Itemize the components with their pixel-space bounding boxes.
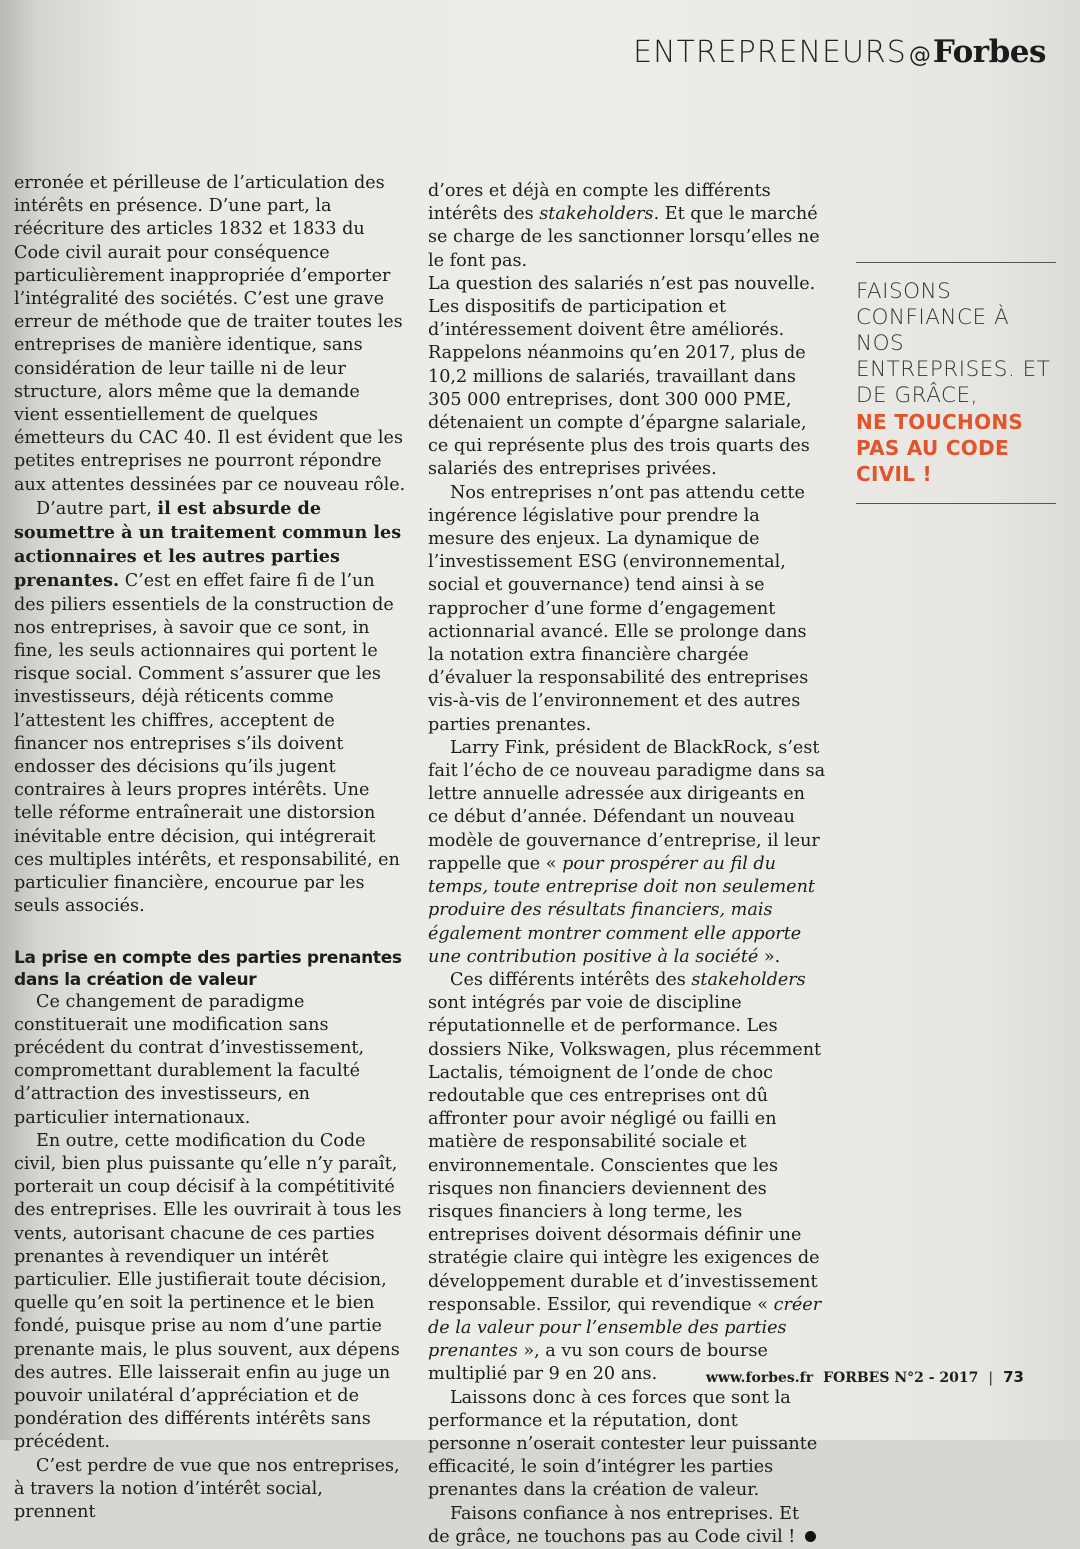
section-title: ENTREPRENEURS (633, 35, 907, 70)
section-at: @ (908, 43, 931, 68)
paragraph: D’autre part, il est absurde de soumettre à un traitement commun les actionnaires et les autres parties prenantes. C’est en effet faire fi de l’un des piliers essentiels de la construction de nos entreprises, à savoir que ce sont, in fine, les seuls actionnaires qui portent le risque social. Comment s’assurer que les investisseurs, déjà réticents comme l’attestent les chiffres, acceptent de financer nos entreprises s’ils doivent endosser des décisions qu’ils jugent contraires à leurs propres intérêts. Une telle réforme entraînerait une distorsion inévitable entre décision, qui intégrerait ces multiples intérêts, et responsabilité, en particulier financière, encourue par les seuls associés. (14, 497, 402, 917)
bold-emphasis: il est absurde de soumettre à un traitement commun les actionnaires et les autres parties prenantes. (14, 497, 402, 592)
closing-paragraph: Faisons confiance à nos entreprises. Et de grâce, ne touchons pas au Code civil ! (428, 1503, 826, 1549)
paragraph: Laissons donc à ces forces que sont la performance et la réputation, dont personne n’oserait contester leur puissante efficacité, le soin d’intégrer les parties prenantes dans la création de valeur. (428, 1387, 818, 1501)
paragraph: Ces différents intérêts des stakeholders sont intégrés par voie de discipline réputationnelle et de performance. Les dossiers Nike, Volkswagen, plus récemment Lactalis, témoignent de l’onde de choc redoutable que ces entreprises ont dû affronter pour avoir négligé ou failli en matière de responsabilité sociale et environnementale. Conscientes que les risques non financiers deviennent des risques financiers à long terme, les entreprises doivent désormais définir une stratégie claire qui intègre les exigences de développement durable et d’investissement responsable. Essilor, qui revendique « créer de la valeur pour l’ensemble des parties prenantes », a vu son cours de bourse multiplié par 9 en 20 ans. (428, 969, 822, 1385)
subheading: La prise en compte des parties prenantes dans la création de valeur (14, 947, 402, 990)
left-column (14, 172, 406, 1524)
paragraph: d’ores et déjà en compte les différents intérêts des stakeholders. Et que le marché se charge de les sanctionner lorsqu’elles ne le font pas. (428, 181, 820, 271)
footer-separator: | (988, 1370, 994, 1386)
pull-quote-rule (856, 503, 1056, 504)
pull-quote-text: FAISONS CONFIANCE À NOS ENTREPRISES. ET DE GRÂCE, (856, 279, 1051, 408)
paragraph: C’est perdre de vue que nos entreprises, à travers la notion d’intérêt social, prennent (14, 1455, 400, 1522)
footer-site: www.forbes.fr (705, 1370, 814, 1386)
brand-logo: Forbes (932, 34, 1046, 70)
pull-quote-accent: NE TOUCHONS PAS AU CODE CIVIL ! (856, 410, 1024, 486)
section-header (633, 34, 1046, 74)
page-footer (706, 1368, 1024, 1386)
paragraph: Ce changement de paradigme constituerait une modification sans précédent du contrat d’investissement, compromettant durablement la faculté d’attraction des investisseurs, en particulier internationaux. (14, 991, 365, 1128)
end-of-article-dot-icon (805, 1531, 816, 1542)
paragraph: Larry Fink, président de BlackRock, s’est fait l’écho de ce nouveau paradigme dans sa lettre annuelle adressée aux dirigeants en ce début d’année. Défendant un nouveau modèle de gouvernance d’entreprise, il leur rappelle que « pour prospérer au fil du temps, toute entreprise doit non seulement produire des résultats financiers, mais également montrer comment elle apporte une contribution positive à la société ». (428, 737, 826, 967)
pull-quote (856, 262, 1056, 487)
paragraph: Nos entreprises n’ont pas attendu cette ingérence législative pour prendre la mesure des enjeux. La dynamique de l’investissement ESG (environnemental, social et gouvernance) tend ainsi à se rapprocher d’une forme d’engagement actionnarial avancé. Elle se prolonge dans la notation extra financière chargée d’évaluer la responsabilité des entreprises vis-à-vis de l’environnement et des autres parties prenantes. (428, 482, 809, 735)
paragraph: En outre, cette modification du Code civil, bien plus puissante qu’elle n’y paraît, porterait un coup décisif à la compétitivité des entreprises. Elle les ouvrirait à tous les vents, autorisant chacune de ces parties prenantes à revendiquer un intérêt particulier. Elle justifierait toute décision, quelle qu’en soit la pertinence et le bien fondé, puisque prise au nom d’une partie prenante mais, le plus souvent, aux dépens des autres. Elle laisserait enfin au juge un pouvoir unilatéral d’appréciation et de pondération des différents intérêts sans précédent. (14, 1130, 402, 1453)
footer-issue: FORBES N°2 - 2017 (823, 1370, 979, 1386)
paragraph: La question des salariés n’est pas nouvelle. Les dispositifs de participation et d’intéressement doivent être améliorés. Rappelons néanmoins qu’en 2017, plus de 10,2 millions de salariés, travaillant dans 305 000 entreprises, dont 300 000 PME, détenaient un compte d’épargne salariale, ce qui représente plus des trois quarts des salariés des entreprises privées. (428, 273, 816, 480)
paragraph: erronée et périlleuse de l’articulation des intérêts en présence. D’une part, la réécriture des articles 1832 et 1833 du Code civil aurait pour conséquence particulièrement inappropriée d’emporter l’intégralité des sociétés. C’est une grave erreur de méthode que de traiter toutes les entreprises de manière identique, sans considération de leur taille ni de leur structure, alors même que la demande vient essentiellement de quelques émetteurs du CAC 40. Il est évident que les petites entreprises ne pourront répondre aux attentes dessinées par ce nouveau rôle. (14, 173, 406, 495)
page-number: 73 (1003, 1368, 1024, 1386)
middle-column (428, 180, 826, 1549)
